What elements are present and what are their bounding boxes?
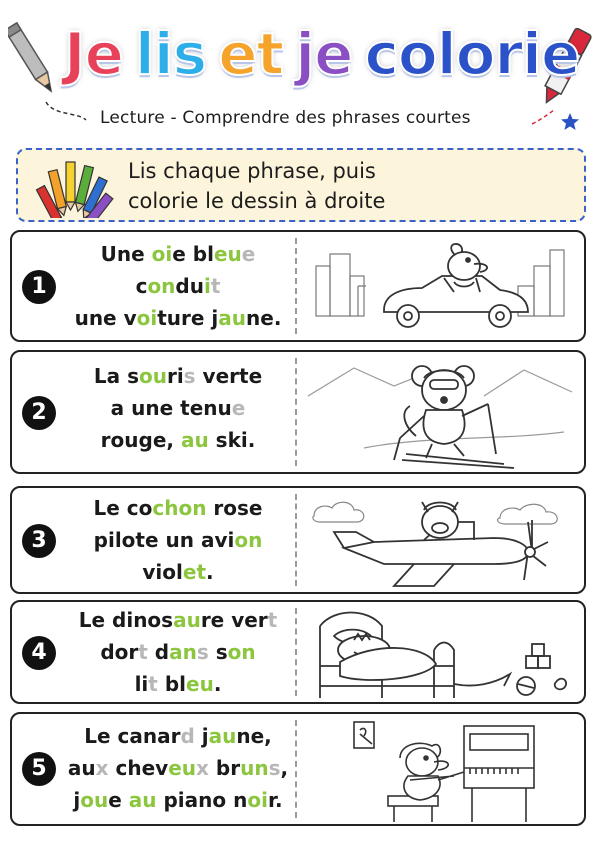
sentence-line	[62, 636, 294, 668]
text-segment: Le canar	[84, 724, 181, 748]
highlighted-sound: eu	[213, 242, 242, 266]
sentence-line	[62, 360, 294, 392]
highlighted-sound: ou	[138, 364, 167, 388]
sentence-line	[62, 392, 294, 424]
sentence-line	[62, 784, 294, 816]
highlighted-sound: au	[208, 724, 237, 748]
highlighted-sound: ou	[80, 788, 109, 812]
text-segment: viol	[142, 560, 183, 584]
sentence-text	[62, 720, 294, 816]
highlighted-sound: on	[234, 528, 263, 552]
text-segment: j	[73, 788, 81, 812]
text-segment: Le co	[93, 496, 153, 520]
silent-letter: s	[183, 364, 196, 388]
sentence-card-1	[10, 230, 586, 342]
highlighted-sound: oi	[247, 788, 268, 812]
highlighted-sound: oi	[136, 306, 158, 330]
text-segment: une v	[74, 306, 137, 330]
highlighted-sound: au	[173, 608, 201, 632]
card-divider	[295, 358, 297, 466]
number-badge: 4	[22, 636, 56, 670]
title-word: je	[295, 20, 353, 88]
text-segment: rose	[206, 496, 263, 520]
duck-piano-icon	[304, 718, 578, 824]
sentence-line	[62, 424, 294, 456]
text-segment: rouge,	[100, 428, 181, 452]
silent-letter: d	[180, 724, 195, 748]
silent-letter: t	[138, 640, 148, 664]
number-badge: 3	[22, 524, 56, 558]
page-subtitle: Lecture - Comprendre des phrases courtes	[100, 108, 471, 128]
silent-letter: x	[196, 756, 209, 780]
text-segment: verte	[195, 364, 263, 388]
text-segment: r.	[267, 788, 283, 812]
colored-pencils-icon	[32, 152, 118, 218]
silent-letter: e	[241, 242, 256, 266]
highlighted-sound: et	[182, 560, 206, 584]
text-segment: ne,	[236, 724, 272, 748]
highlighted-sound: on	[227, 640, 256, 664]
sentence-line	[62, 604, 294, 636]
text-segment: .	[206, 560, 214, 584]
text-segment: ture j	[157, 306, 219, 330]
text-segment: pilote un avi	[93, 528, 235, 552]
highlighted-sound: au	[128, 788, 157, 812]
sentence-text	[62, 360, 294, 456]
text-segment: e	[108, 788, 129, 812]
title-word: lis	[134, 20, 207, 88]
text-segment: .	[213, 672, 222, 696]
sentence-line	[62, 668, 294, 700]
highlighted-sound: i	[203, 274, 211, 298]
car-duck-icon	[304, 236, 578, 336]
instruction-box	[16, 148, 586, 222]
text-segment: li	[134, 672, 149, 696]
text-segment: s	[208, 640, 228, 664]
star-icon	[560, 112, 580, 132]
card-divider	[295, 238, 297, 334]
text-segment: au	[67, 756, 96, 780]
sentence-card-2	[10, 350, 586, 474]
sentence-card-5	[10, 712, 586, 826]
card-divider	[295, 720, 297, 818]
title-word: et	[218, 20, 284, 88]
text-segment: d	[147, 640, 170, 664]
silent-letter: e	[231, 396, 246, 420]
number-badge: 2	[22, 396, 56, 430]
card-divider	[295, 608, 297, 696]
silent-letter: x	[95, 756, 109, 780]
sentence-line	[62, 752, 294, 784]
text-segment: e bl	[172, 242, 214, 266]
text-segment: br	[208, 756, 241, 780]
text-segment: Une	[100, 242, 152, 266]
text-segment: ski.	[208, 428, 256, 452]
highlighted-sound: un	[240, 756, 269, 780]
sentence-line	[62, 270, 294, 302]
text-segment: chev	[108, 756, 169, 780]
silent-letter: t	[267, 608, 278, 632]
sleeping-dinosaur-icon	[304, 606, 578, 704]
silent-letter: t	[210, 274, 221, 298]
text-segment: bl	[157, 672, 186, 696]
highlighted-sound: au	[218, 306, 247, 330]
highlighted-sound: eu	[186, 672, 214, 696]
instruction-line: Lis chaque phrase, puis	[128, 159, 376, 183]
instruction-line: colorie le dessin à droite	[128, 189, 386, 213]
number-badge: 1	[22, 270, 56, 304]
text-segment: ri	[166, 364, 184, 388]
card-divider	[295, 494, 297, 586]
sentence-line	[62, 238, 294, 270]
highlighted-sound: ch	[152, 496, 179, 520]
text-segment: piano n	[156, 788, 248, 812]
title-word: Je	[64, 20, 123, 88]
page-title	[58, 14, 580, 94]
sentence-card-3	[10, 486, 586, 594]
sentence-line	[62, 492, 294, 524]
text-segment: du	[175, 274, 204, 298]
highlighted-sound: an	[169, 640, 197, 664]
sentence-line	[62, 720, 294, 752]
sentence-text	[62, 492, 294, 588]
text-segment: re ver	[200, 608, 268, 632]
highlighted-sound: au	[180, 428, 209, 452]
highlighted-sound: on	[178, 496, 207, 520]
text-segment: j	[194, 724, 209, 748]
skiing-mouse-icon	[304, 356, 578, 470]
text-segment: ,	[280, 756, 289, 780]
highlighted-sound: eu	[168, 756, 197, 780]
sentence-text	[62, 238, 294, 334]
silent-letter: s	[268, 756, 281, 780]
silent-letter: t	[148, 672, 158, 696]
text-segment: c	[135, 274, 148, 298]
text-segment: Le dinos	[78, 608, 174, 632]
sentence-text	[62, 604, 294, 700]
number-badge: 5	[22, 752, 56, 786]
pig-airplane-icon	[304, 492, 578, 592]
sentence-line	[62, 524, 294, 556]
instruction-text	[128, 156, 558, 216]
sentence-card-4	[10, 600, 586, 704]
highlighted-sound: on	[147, 274, 176, 298]
text-segment: ne.	[246, 306, 282, 330]
sentence-line	[62, 556, 294, 588]
highlighted-sound: oi	[151, 242, 173, 266]
text-segment: La s	[93, 364, 139, 388]
silent-letter: s	[196, 640, 209, 664]
sentence-line	[62, 302, 294, 334]
title-word: colorie	[364, 20, 580, 88]
text-segment: dor	[100, 640, 139, 664]
text-segment: a une tenu	[110, 396, 232, 420]
